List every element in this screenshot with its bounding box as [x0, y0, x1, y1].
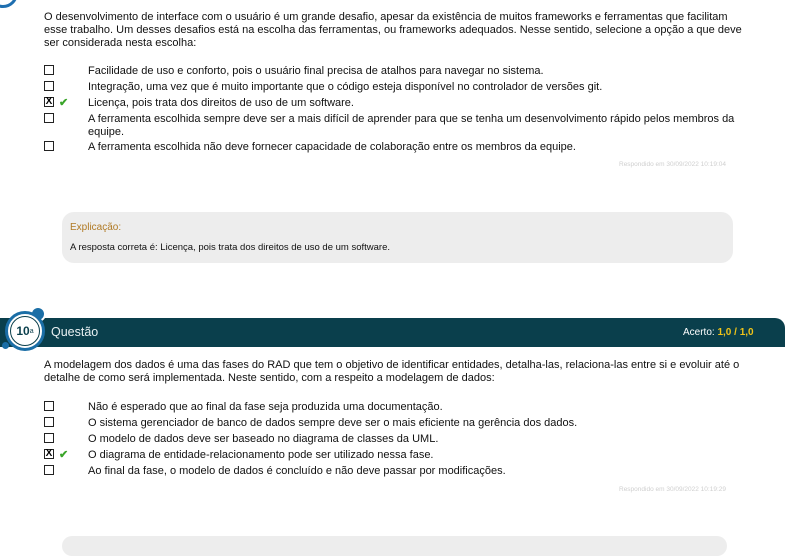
question-label: Questão — [51, 325, 99, 339]
option-label[interactable]: Facilidade de uso e conforto, pois o usuário final precisa de atalhos para navegar no sistema. — [88, 65, 544, 77]
option-label[interactable]: Não é esperado que ao final da fase seja produzida uma documentação. — [88, 401, 443, 413]
explanation-box — [62, 212, 733, 263]
question-10-text: A modelagem dos dados é uma das fases do RAD que tem o objetivo de identificar entidades, detalha-las, relaciona-las entre si e evoluir até o detalhe de como será implementada. Neste sentido, com a respeito a modelagem de dados: — [44, 359, 740, 384]
answered-timestamp: Respondido em 30/09/2022 10:19:29 — [619, 486, 726, 493]
question-header-bar — [0, 318, 785, 347]
option-checkbox-checked[interactable]: X — [45, 96, 53, 107]
option-checkbox[interactable] — [44, 433, 54, 443]
correct-check-icon: ✔ — [59, 449, 69, 461]
badge-dot-bottom — [2, 342, 9, 349]
option-checkbox-checked[interactable]: X — [45, 448, 53, 459]
score-value: 1,0 — [717, 327, 732, 338]
explanation-text: A resposta correta é: Licença, pois trata dos direitos de uso de um software. — [70, 242, 391, 253]
question-number: 10 a — [10, 316, 40, 346]
option-checkbox[interactable] — [44, 113, 54, 123]
correct-check-icon: ✔ — [59, 97, 69, 109]
option-checkbox[interactable] — [44, 65, 54, 75]
explanation-title: Explicação: — [70, 222, 122, 233]
option-label[interactable]: Ao final da fase, o modelo de dados é concluído e não deve passar por modificações. — [88, 465, 506, 477]
option-label[interactable]: A ferramenta escolhida não deve fornecer capacidade de colaboração entre os membros da equipe. — [88, 141, 576, 153]
option-label[interactable]: Licença, pois trata dos direitos de uso de um software. — [88, 97, 354, 109]
question-number-badge — [5, 311, 45, 351]
question-number-badge-partial — [0, 0, 18, 8]
question-9-text: O desenvolvimento de interface com o usuário é um grande desafio, apesar da existência de muitos frameworks e ferramentas que facilitam esse trabalho. Um desses desafios está na escolha das ferramentas, ou frameworks adequados. Nesse sentido, selecione a opção a que deve ser considerada nesta escolha: — [44, 11, 742, 49]
option-label[interactable]: O modelo de dados deve ser baseado no diagrama de classes da UML. — [88, 433, 439, 445]
answered-timestamp: Respondido em 30/09/2022 10:19:04 — [619, 161, 726, 168]
option-checkbox[interactable] — [44, 81, 54, 91]
option-label[interactable]: A ferramenta escolhida sempre deve ser a mais difícil de aprender para que se tenha um desenvolvimento rápido pelos membros da equipe. — [88, 113, 735, 138]
score-total: / 1,0 — [734, 327, 754, 338]
explanation-box-partial — [62, 536, 727, 556]
option-label[interactable]: O diagrama de entidade-relacionamento pode ser utilizado nessa fase. — [88, 449, 434, 461]
option-checkbox[interactable] — [44, 401, 54, 411]
option-checkbox[interactable] — [44, 417, 54, 427]
score-label: Acerto: — [683, 327, 715, 338]
score — [683, 327, 754, 338]
option-checkbox[interactable] — [44, 465, 54, 475]
option-label[interactable]: O sistema gerenciador de banco de dados sempre deve ser o mais eficiente na gerência dos dados. — [88, 417, 578, 429]
option-label[interactable]: Integração, uma vez que é muito importante que o código esteja disponível no controlador de versões git. — [88, 81, 603, 93]
option-checkbox[interactable] — [44, 141, 54, 151]
